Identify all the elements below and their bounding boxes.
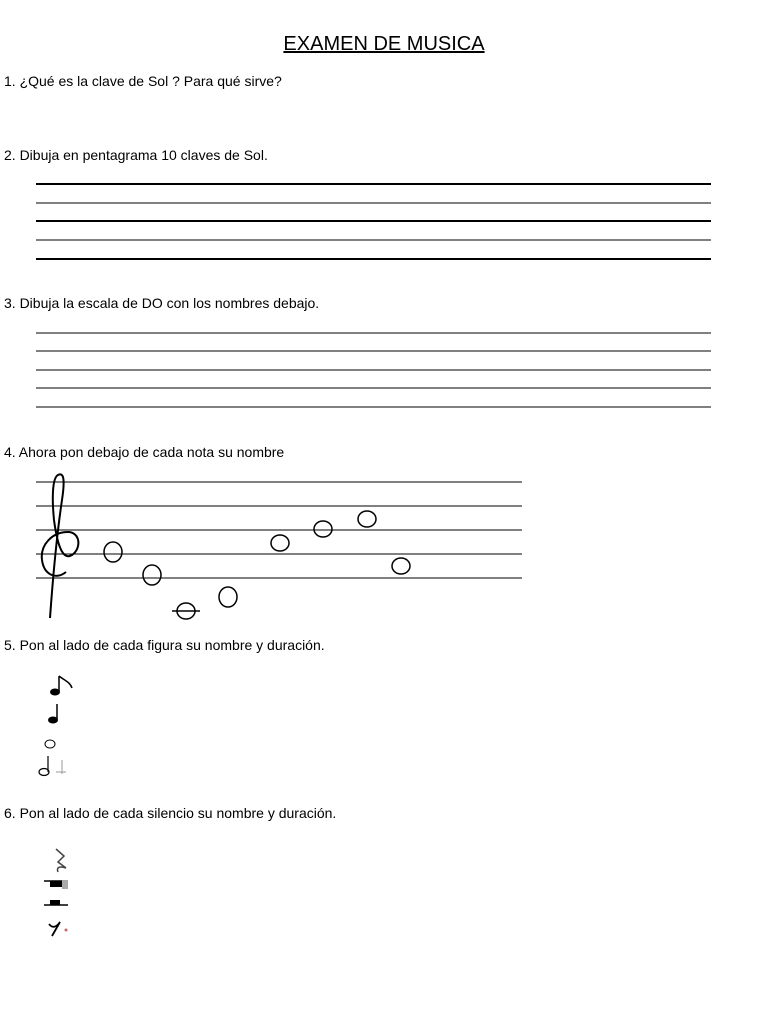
question-4: 4. Ahora pon debajo de cada nota su nombre <box>4 444 285 460</box>
half-rest-icon <box>44 900 68 905</box>
question-5: 5. Pon al lado de cada figura su nombre y duración. <box>4 637 325 653</box>
question-3: 3. Dibuja la escala de DO con los nombres debajo. <box>4 295 320 311</box>
question-2: 2. Dibuja en pentagrama 10 claves de Sol. <box>4 147 268 163</box>
question-1: 1. ¿Qué es la clave de Sol ? Para qué sirve? <box>4 73 282 89</box>
question-6: 6. Pon al lado de cada silencio su nombre y duración. <box>4 805 337 821</box>
eighth-rest-icon <box>49 922 68 936</box>
whole-rest-icon <box>44 880 68 889</box>
quarter-rest-icon <box>56 849 66 872</box>
exam-title: EXAMEN DE MUSICA <box>283 33 485 55</box>
